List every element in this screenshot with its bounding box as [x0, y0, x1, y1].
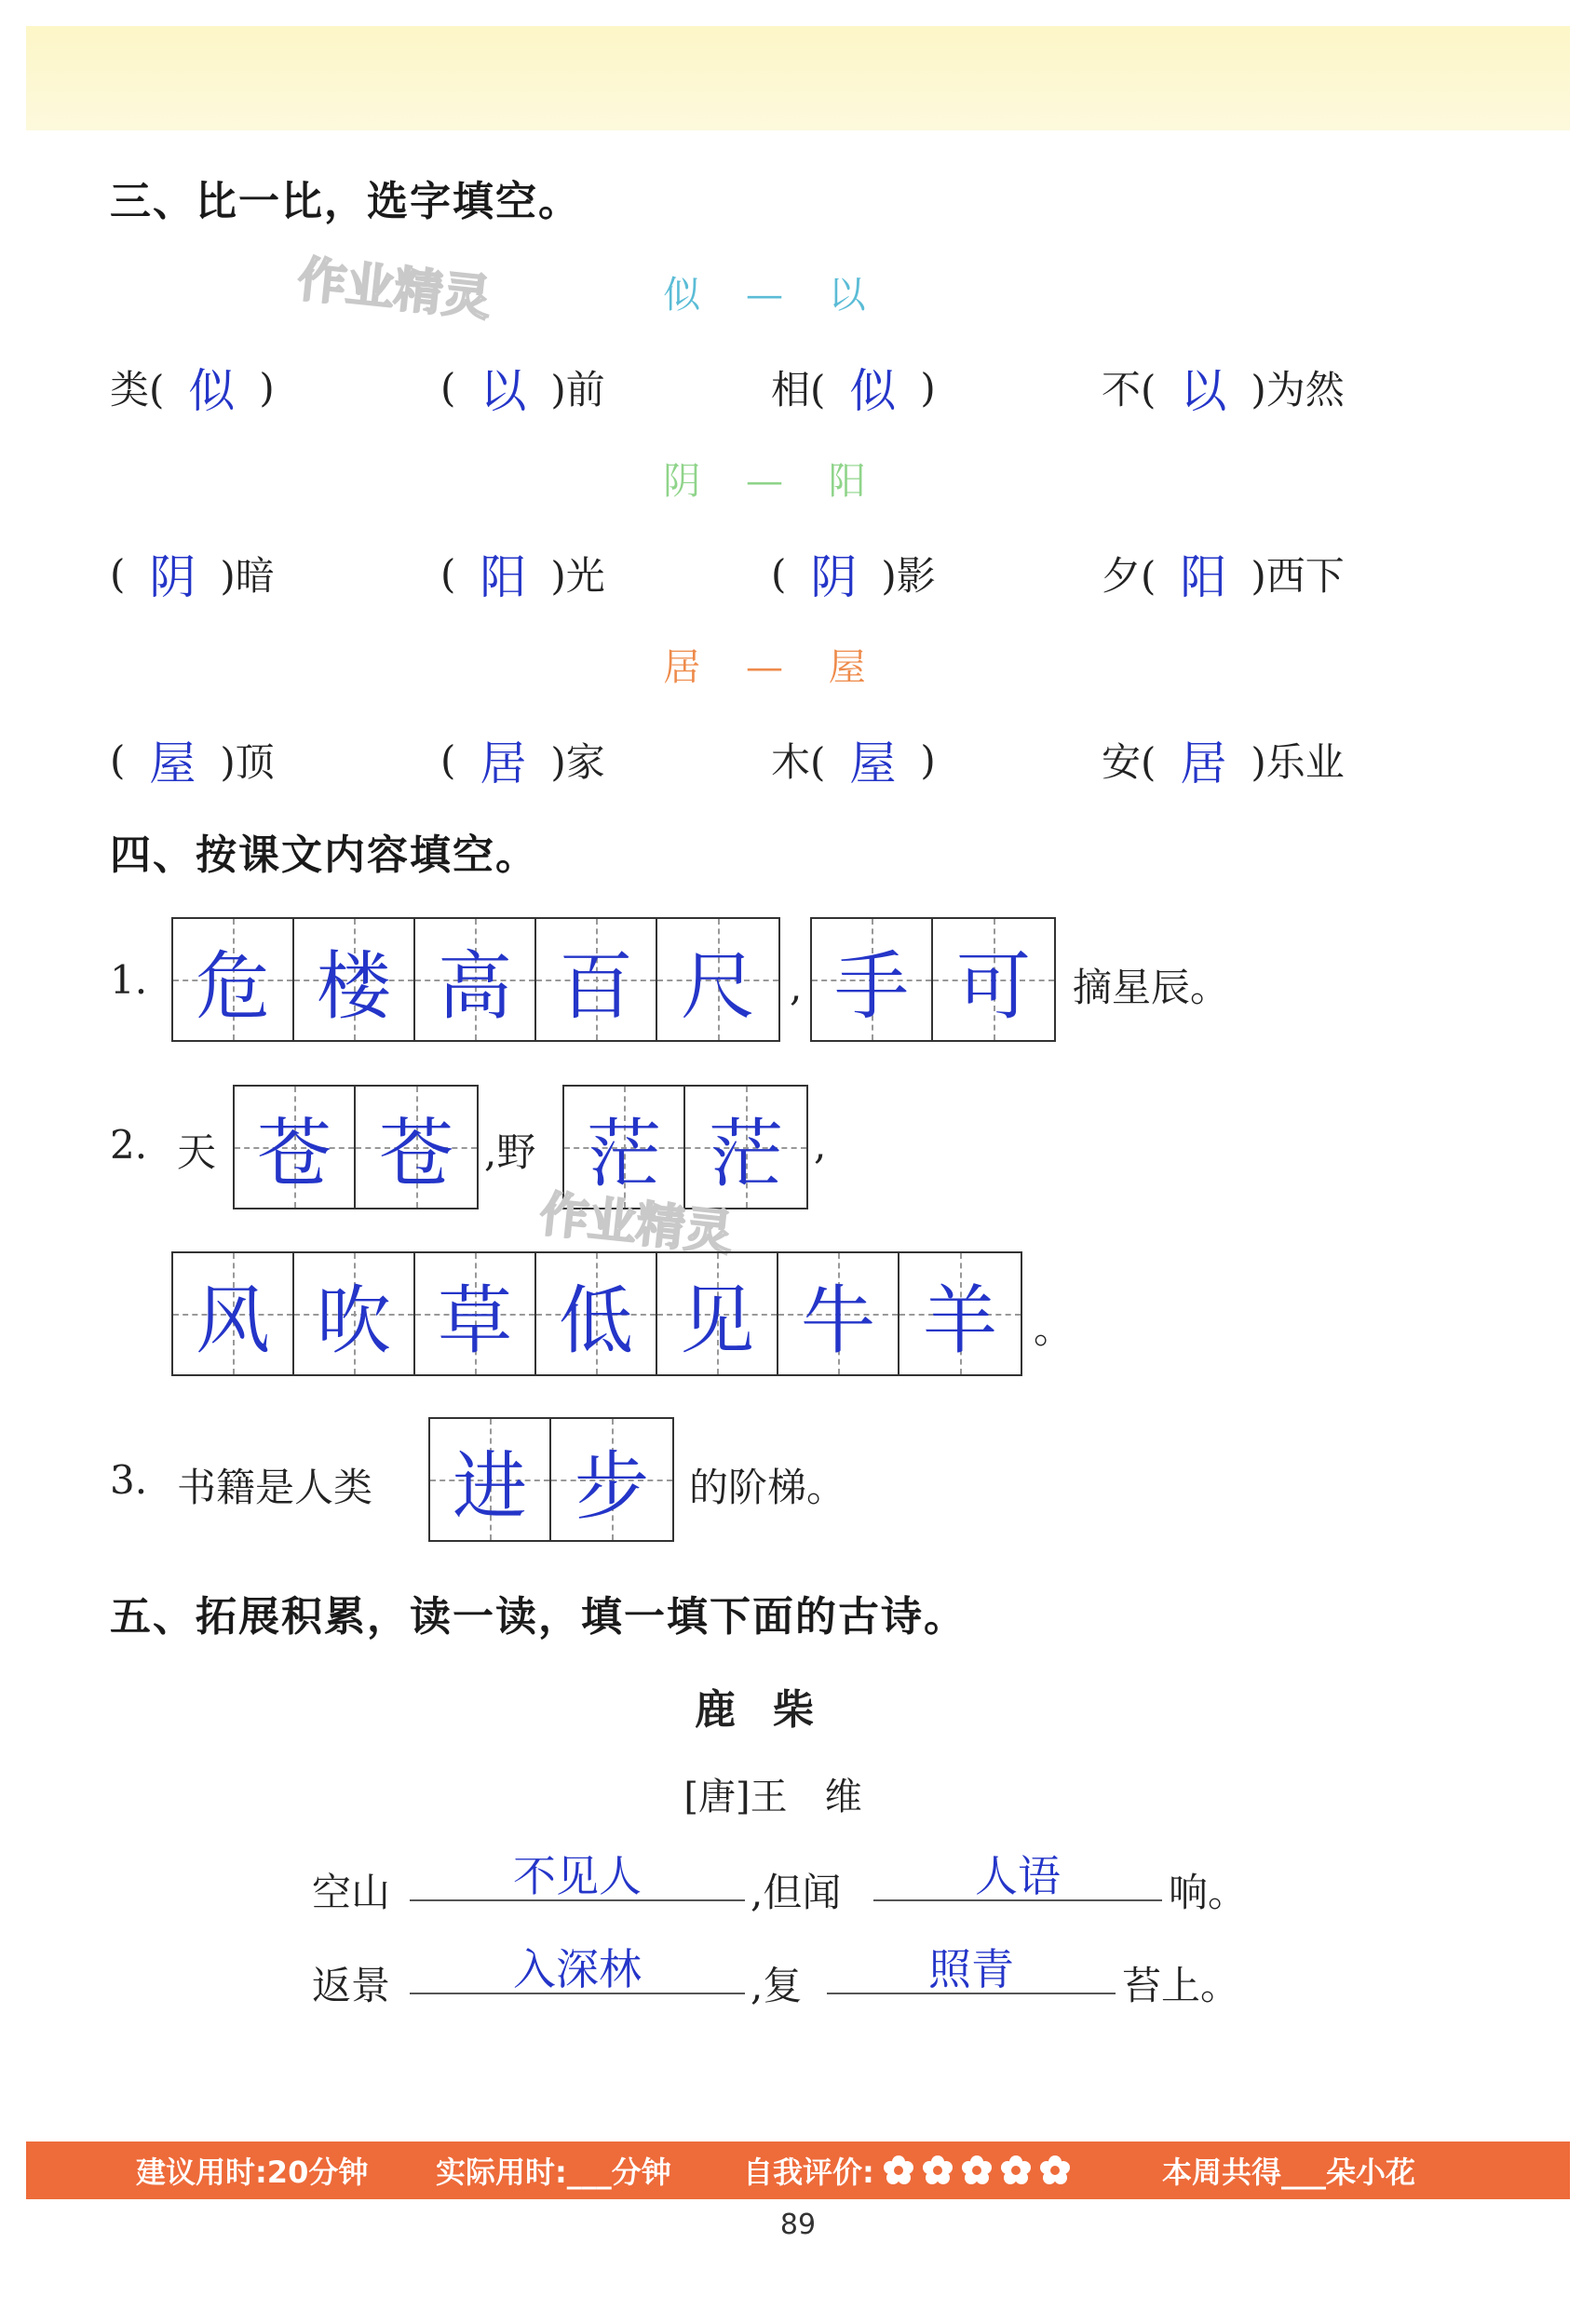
self-eval-stars[interactable]	[883, 2155, 1071, 2186]
grid-cell: 苍	[356, 1087, 477, 1208]
answer-char: 阳	[480, 550, 527, 604]
self-eval-label: 自我评价:	[743, 2155, 874, 2190]
poem-text: 响。	[1169, 1870, 1248, 1915]
answer-char: 阳	[1180, 550, 1227, 604]
grid-cell: 羊	[899, 1253, 1021, 1374]
poem-text: ,复	[751, 1963, 803, 2008]
char-grid	[171, 917, 780, 1042]
flower-icon[interactable]	[961, 2155, 993, 2186]
grid-cell: 低	[536, 1253, 657, 1374]
section3-heading: 三、比一比，选字填空。	[110, 178, 581, 225]
fill-row-3	[110, 726, 1432, 791]
grid-cell: 可	[933, 919, 1054, 1040]
flower-icon[interactable]	[883, 2155, 914, 2186]
grid-cell: 尺	[657, 919, 778, 1040]
poem-blank: 照青	[827, 1946, 1116, 1994]
poem-text: 苔上。	[1122, 1963, 1240, 2008]
answer-char: 居	[480, 736, 527, 790]
fill-item: ( 阴 )影	[771, 540, 936, 607]
answer-char: 以	[1180, 364, 1227, 418]
section5-heading: 五、拓展积累，读一读，填一填下面的古诗。	[110, 1593, 967, 1641]
fill-item: ( 屋 )顶	[110, 726, 275, 793]
poem-blank: 入深林	[410, 1946, 745, 1994]
poem-blank: 人语	[873, 1853, 1162, 1901]
grid-cell: 见	[657, 1253, 778, 1374]
char-grid	[810, 917, 1056, 1042]
fill-row-2	[110, 540, 1432, 605]
grid-cell: 风	[173, 1253, 294, 1374]
fill-item: 类( 似 )	[110, 354, 275, 421]
answer-char: 阴	[810, 550, 858, 604]
answer-char: 以	[480, 364, 527, 418]
pair-title-1: 似 — 以	[663, 274, 883, 317]
grid-cell: 牛	[778, 1253, 899, 1374]
text-after: 的阶梯。	[689, 1465, 846, 1510]
pair-title-3: 居 — 屋	[663, 646, 883, 689]
footer-bar	[26, 2142, 1570, 2199]
punctuation: ,	[790, 964, 803, 1009]
grid-cell: 进	[430, 1419, 551, 1540]
char-grid	[233, 1085, 479, 1209]
fill-item: 不( 以 )为然	[1102, 354, 1345, 421]
question-number: 2.	[110, 1122, 148, 1168]
grid-cell: 草	[415, 1253, 536, 1374]
poem-text: 空山	[312, 1870, 391, 1915]
answer-char: 屋	[149, 736, 196, 790]
fill-item: ( 居 )家	[440, 726, 605, 793]
grid-cell: 手	[812, 919, 933, 1040]
grid-cell: 步	[551, 1419, 672, 1540]
top-decorative-band	[26, 26, 1570, 130]
poem-title: 鹿柴	[695, 1686, 851, 1734]
text-mid: ,野	[484, 1129, 536, 1175]
fill-item: 安( 居 )乐业	[1102, 726, 1345, 793]
fill-item: ( 阳 )光	[440, 540, 605, 607]
grid-cell: 危	[173, 919, 294, 1040]
question-number: 1.	[110, 957, 148, 1003]
poem-text: 返景	[312, 1963, 391, 2008]
fill-item: ( 阴 )暗	[110, 540, 275, 607]
text-before: 天	[177, 1129, 217, 1175]
grid-cell: 茫	[564, 1087, 685, 1208]
answer-char: 似	[849, 364, 897, 418]
suggested-time: 建议用时:20分钟	[136, 2155, 369, 2190]
grid-cell: 苍	[235, 1087, 356, 1208]
section4-heading: 四、按课文内容填空。	[110, 831, 538, 879]
watermark: 作业精灵	[294, 251, 494, 328]
text-before: 书籍是人类	[177, 1465, 373, 1510]
question-number: 3.	[110, 1457, 148, 1503]
week-flowers: 本周共得___朵小花	[1162, 2155, 1416, 2190]
fill-row-1	[110, 354, 1432, 419]
poem-text: ,但闻	[751, 1870, 842, 1915]
watermark: 作业精灵	[536, 1186, 737, 1263]
text-after: 摘星辰。	[1073, 965, 1230, 1010]
fill-item: 相( 似 )	[771, 354, 936, 421]
char-grid	[428, 1417, 674, 1542]
answer-char: 阴	[149, 550, 196, 604]
flower-icon[interactable]	[1039, 2155, 1071, 2186]
fill-item: 夕( 阳 )西下	[1102, 540, 1345, 607]
answer-char: 屋	[849, 736, 897, 790]
answer-char: 居	[1180, 736, 1227, 790]
pair-title-2: 阴 — 阳	[663, 460, 883, 503]
answer-char: 似	[188, 364, 236, 418]
grid-cell: 楼	[294, 919, 415, 1040]
grid-cell: 百	[536, 919, 657, 1040]
grid-cell: 高	[415, 919, 536, 1040]
actual-time: 实际用时:___分钟	[436, 2155, 671, 2190]
grid-cell: 茫	[685, 1087, 806, 1208]
char-grid	[171, 1251, 1022, 1376]
flower-icon[interactable]	[1000, 2155, 1032, 2186]
fill-item: 木( 屋 )	[771, 726, 936, 793]
page-number: 89	[779, 2209, 817, 2241]
punctuation: 。	[1034, 1306, 1074, 1352]
poem-author: [唐]王 维	[683, 1776, 862, 1818]
flower-icon[interactable]	[922, 2155, 954, 2186]
fill-item: ( 以 )前	[440, 354, 605, 421]
grid-cell: 吹	[294, 1253, 415, 1374]
poem-blank: 不见人	[410, 1853, 745, 1901]
punctuation: ,	[814, 1122, 827, 1168]
